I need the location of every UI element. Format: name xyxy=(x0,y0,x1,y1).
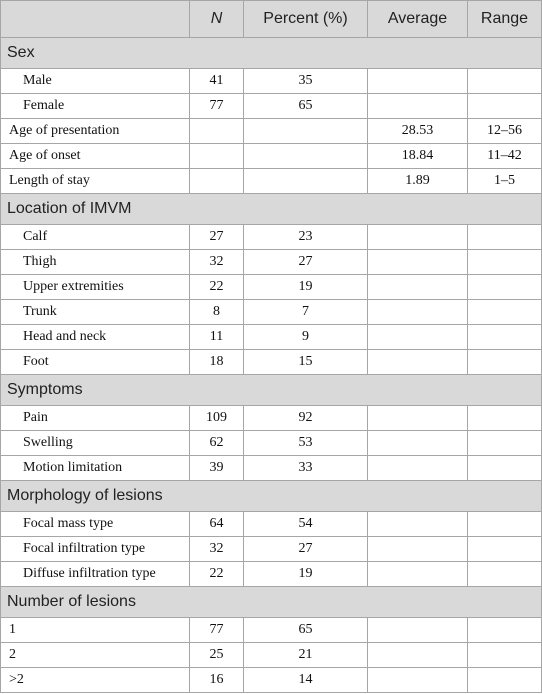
row-label: Foot xyxy=(1,350,190,375)
table-row xyxy=(1,456,542,481)
cell-percent: 9 xyxy=(244,325,368,350)
row-label: Focal infiltration type xyxy=(1,537,190,562)
row-label: Thigh xyxy=(1,250,190,275)
section-title: Location of IMVM xyxy=(1,194,542,225)
cell-n: 109 xyxy=(190,406,244,431)
table-row xyxy=(1,537,542,562)
row-label: 2 xyxy=(1,643,190,668)
section-header-row xyxy=(1,587,542,618)
cell-average xyxy=(368,69,468,94)
cell-n: 27 xyxy=(190,225,244,250)
row-label: Female xyxy=(1,94,190,119)
cell-range: 1–5 xyxy=(468,169,542,194)
table-row xyxy=(1,406,542,431)
cell-range xyxy=(468,431,542,456)
cell-percent: 15 xyxy=(244,350,368,375)
table-row xyxy=(1,668,542,693)
cell-range xyxy=(468,537,542,562)
cell-average xyxy=(368,643,468,668)
cell-range xyxy=(468,350,542,375)
cell-average xyxy=(368,250,468,275)
cell-range xyxy=(468,406,542,431)
cell-average xyxy=(368,431,468,456)
cell-percent: 19 xyxy=(244,275,368,300)
table-header xyxy=(1,1,542,38)
cell-n: 22 xyxy=(190,275,244,300)
cell-range xyxy=(468,300,542,325)
cell-average xyxy=(368,275,468,300)
section-title: Morphology of lesions xyxy=(1,481,542,512)
row-label: Age of onset xyxy=(1,144,190,169)
cell-percent xyxy=(244,169,368,194)
cell-percent: 21 xyxy=(244,643,368,668)
cell-range xyxy=(468,275,542,300)
header-cell-average: Average xyxy=(368,1,468,38)
cell-percent: 27 xyxy=(244,250,368,275)
cell-percent: 23 xyxy=(244,225,368,250)
table-row xyxy=(1,431,542,456)
cell-percent: 27 xyxy=(244,537,368,562)
cell-range xyxy=(468,512,542,537)
cell-percent: 19 xyxy=(244,562,368,587)
cell-average xyxy=(368,618,468,643)
row-label: Pain xyxy=(1,406,190,431)
table-row xyxy=(1,562,542,587)
cell-n: 64 xyxy=(190,512,244,537)
cell-average xyxy=(368,300,468,325)
cell-n: 11 xyxy=(190,325,244,350)
table-row xyxy=(1,350,542,375)
cell-n: 39 xyxy=(190,456,244,481)
section-header-row xyxy=(1,375,542,406)
cell-average: 1.89 xyxy=(368,169,468,194)
cell-range xyxy=(468,643,542,668)
table-row xyxy=(1,512,542,537)
cell-average xyxy=(368,225,468,250)
cell-percent: 65 xyxy=(244,618,368,643)
header-cell-range: Range xyxy=(468,1,542,38)
cell-average xyxy=(368,406,468,431)
cell-average: 28.53 xyxy=(368,119,468,144)
table-row xyxy=(1,618,542,643)
cell-percent: 54 xyxy=(244,512,368,537)
table-row xyxy=(1,119,542,144)
cell-percent: 14 xyxy=(244,668,368,693)
header-row xyxy=(1,1,542,38)
cell-n: 18 xyxy=(190,350,244,375)
table-row xyxy=(1,69,542,94)
cell-percent: 33 xyxy=(244,456,368,481)
header-cell-n: N xyxy=(190,1,244,38)
row-label: Motion limitation xyxy=(1,456,190,481)
table-row xyxy=(1,300,542,325)
cell-percent xyxy=(244,144,368,169)
cell-range xyxy=(468,225,542,250)
table-row xyxy=(1,144,542,169)
cell-range xyxy=(468,456,542,481)
row-label: Upper extremities xyxy=(1,275,190,300)
row-label: Age of presentation xyxy=(1,119,190,144)
cell-range xyxy=(468,668,542,693)
cell-n: 41 xyxy=(190,69,244,94)
cell-range: 11–42 xyxy=(468,144,542,169)
section-header-row xyxy=(1,194,542,225)
cell-average xyxy=(368,350,468,375)
row-label: Focal mass type xyxy=(1,512,190,537)
cell-n: 25 xyxy=(190,643,244,668)
cell-range xyxy=(468,562,542,587)
cell-percent: 53 xyxy=(244,431,368,456)
cell-n: 32 xyxy=(190,537,244,562)
cell-n: 62 xyxy=(190,431,244,456)
row-label: Trunk xyxy=(1,300,190,325)
cell-range xyxy=(468,250,542,275)
cell-n xyxy=(190,169,244,194)
cell-average xyxy=(368,562,468,587)
table-row xyxy=(1,94,542,119)
section-header-row xyxy=(1,38,542,69)
table-row xyxy=(1,169,542,194)
cell-percent: 7 xyxy=(244,300,368,325)
cell-average xyxy=(368,537,468,562)
cell-range: 12–56 xyxy=(468,119,542,144)
cell-n: 16 xyxy=(190,668,244,693)
cell-range xyxy=(468,618,542,643)
row-label: >2 xyxy=(1,668,190,693)
cell-n xyxy=(190,119,244,144)
cell-percent: 65 xyxy=(244,94,368,119)
cell-average xyxy=(368,325,468,350)
cell-range xyxy=(468,325,542,350)
table-row xyxy=(1,250,542,275)
table-row xyxy=(1,275,542,300)
section-header-row xyxy=(1,481,542,512)
row-label: Head and neck xyxy=(1,325,190,350)
cell-average xyxy=(368,456,468,481)
section-title: Number of lesions xyxy=(1,587,542,618)
cell-average xyxy=(368,668,468,693)
cell-percent xyxy=(244,119,368,144)
cell-range xyxy=(468,94,542,119)
table-row xyxy=(1,225,542,250)
cell-n: 32 xyxy=(190,250,244,275)
cell-average xyxy=(368,512,468,537)
cell-percent: 92 xyxy=(244,406,368,431)
cell-n: 77 xyxy=(190,618,244,643)
row-label: 1 xyxy=(1,618,190,643)
header-cell-percent: Percent (%) xyxy=(244,1,368,38)
cell-n xyxy=(190,144,244,169)
cell-n: 77 xyxy=(190,94,244,119)
table-row xyxy=(1,325,542,350)
table-body xyxy=(1,38,542,693)
row-label: Diffuse infiltration type xyxy=(1,562,190,587)
header-cell-label xyxy=(1,1,190,38)
cell-n: 22 xyxy=(190,562,244,587)
row-label: Length of stay xyxy=(1,169,190,194)
cell-average: 18.84 xyxy=(368,144,468,169)
section-title: Sex xyxy=(1,38,542,69)
cell-n: 8 xyxy=(190,300,244,325)
section-title: Symptoms xyxy=(1,375,542,406)
row-label: Male xyxy=(1,69,190,94)
row-label: Swelling xyxy=(1,431,190,456)
cell-average xyxy=(368,94,468,119)
table-row xyxy=(1,643,542,668)
row-label: Calf xyxy=(1,225,190,250)
cell-percent: 35 xyxy=(244,69,368,94)
cell-range xyxy=(468,69,542,94)
